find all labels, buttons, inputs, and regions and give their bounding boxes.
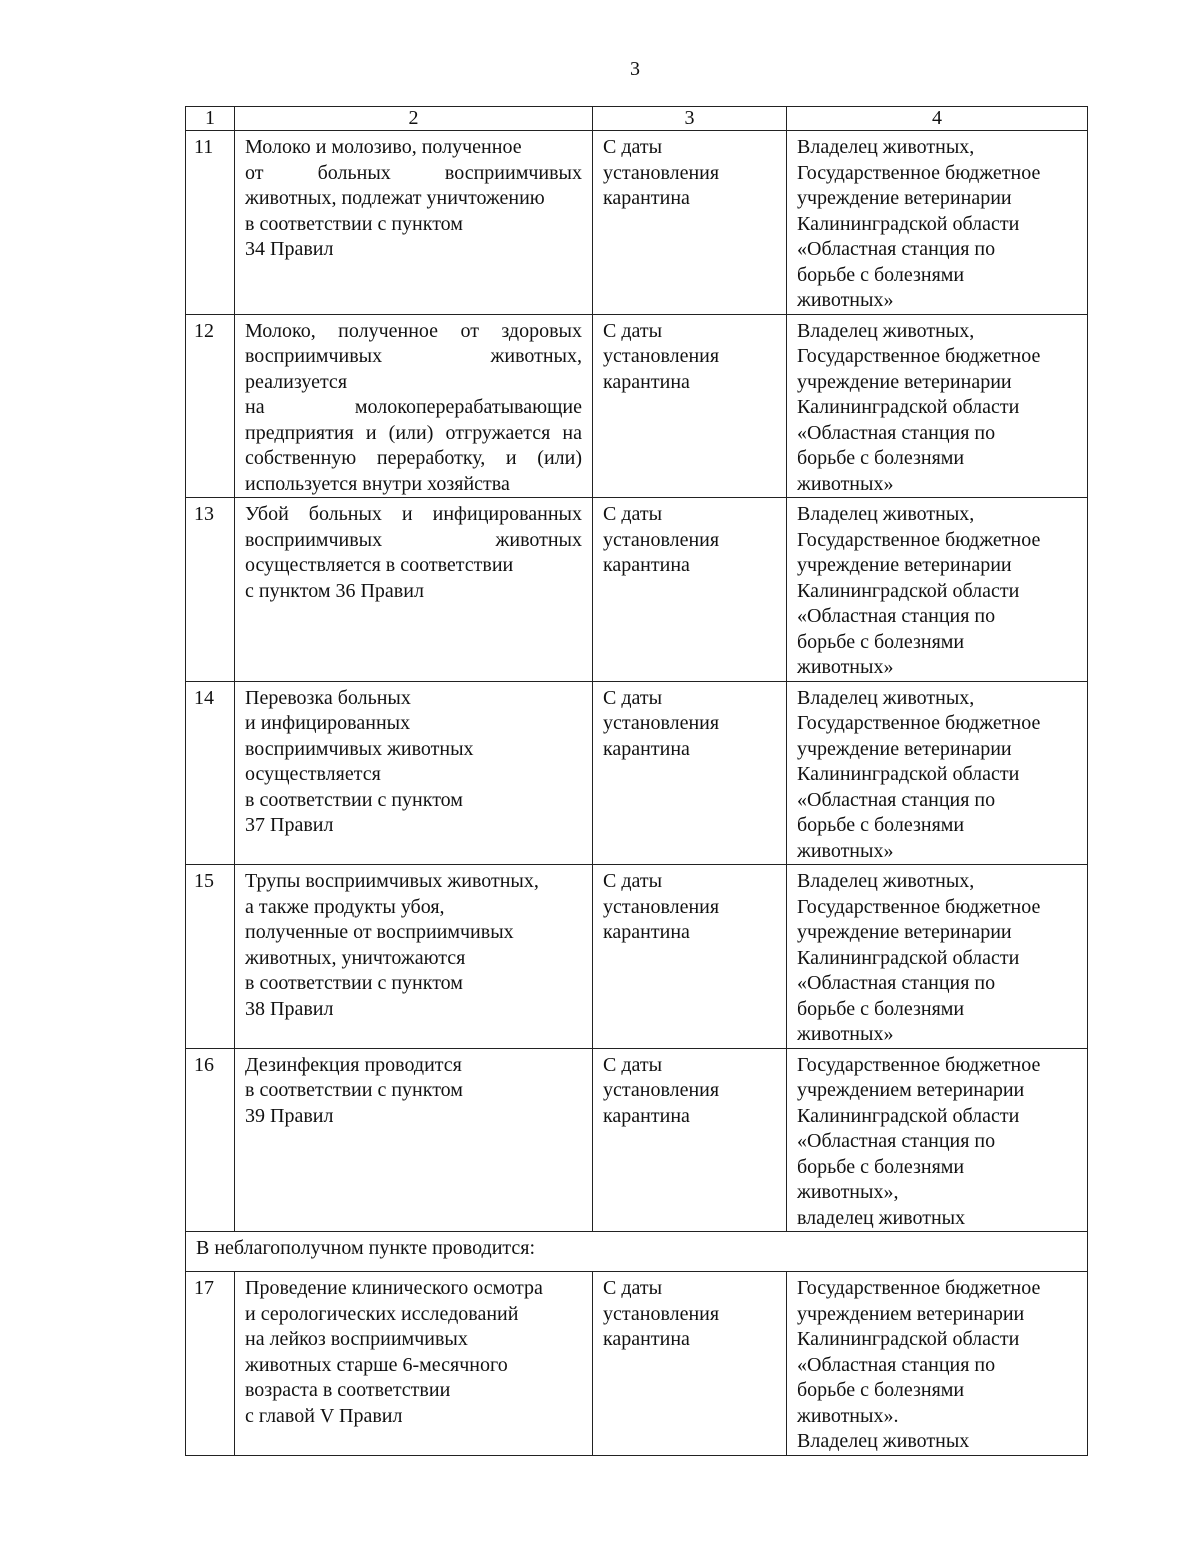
responsible-line: животных» — [797, 472, 894, 495]
deadline-line: карантина — [603, 187, 690, 209]
deadline-line: карантина — [603, 921, 690, 943]
table-row — [186, 314, 1088, 498]
responsible-cell — [787, 1048, 1088, 1232]
responsible-line: учреждением ветеринарии — [797, 1079, 1025, 1101]
deadline-cell — [593, 131, 787, 315]
deadline-line: карантина — [603, 1104, 690, 1127]
measure-line: восприимчивых животных, — [245, 345, 582, 367]
responsible-cell — [787, 1272, 1088, 1456]
responsible-line: учреждением ветеринарии — [797, 1302, 1025, 1325]
measure-cell — [235, 865, 593, 1049]
responsible-line: Калининградской области — [797, 1328, 1020, 1350]
row-number: 17 — [186, 1272, 235, 1456]
measure-line: Молоко и молозиво, полученное — [245, 136, 522, 158]
row-number: 12 — [186, 314, 235, 498]
responsible-cell — [787, 865, 1088, 1049]
responsible-line: Государственное бюджетное — [797, 161, 1041, 184]
deadline-cell — [593, 498, 787, 682]
deadline-cell — [593, 865, 787, 1049]
responsible-line: «Областная станция по — [797, 788, 996, 811]
responsible-line: учреждение ветеринарии — [797, 921, 1012, 943]
responsible-line: Государственное бюджетное — [797, 712, 1041, 734]
measure-cell — [235, 681, 593, 865]
measure-cell — [235, 1048, 593, 1232]
responsible-line: Государственное бюджетное — [797, 345, 1041, 367]
responsible-line: борьбе с болезнями — [797, 447, 965, 469]
measure-cell — [235, 498, 593, 682]
responsible-cell — [787, 131, 1088, 315]
responsible-line: «Областная станция по — [797, 605, 996, 627]
measure-line: Молоко, полученное от здоровых — [245, 319, 582, 342]
deadline-line: установления — [603, 1302, 720, 1325]
measure-line: реализуется — [245, 370, 348, 393]
responsible-line: Владелец животных — [797, 1430, 970, 1452]
responsible-line: Государственное бюджетное — [797, 1053, 1041, 1076]
measure-line: в соответствии с пунктом — [245, 1079, 463, 1101]
row-number: 14 — [186, 681, 235, 865]
section-row — [186, 1232, 1088, 1272]
responsible-line: Владелец животных, — [797, 503, 975, 525]
responsible-line: «Областная станция по — [797, 1130, 996, 1152]
measure-line: собственную переработку, и (или) — [245, 447, 582, 469]
responsible-line: борьбе с болезнями — [797, 814, 965, 836]
deadline-cell — [593, 681, 787, 865]
table-row — [186, 1272, 1088, 1456]
responsible-line: Государственное бюджетное — [797, 528, 1041, 551]
measure-line: в соответствии с пунктом — [245, 972, 463, 994]
responsible-line: Государственное бюджетное — [797, 895, 1041, 918]
responsible-line: Владелец животных, — [797, 136, 975, 158]
deadline-line: С даты — [603, 1277, 663, 1299]
responsible-line: Калининградской области — [797, 946, 1020, 969]
deadline-cell — [593, 1272, 787, 1456]
responsible-line: борьбе с болезнями — [797, 997, 965, 1020]
row-number: 15 — [186, 865, 235, 1049]
responsible-line: борьбе с болезнями — [797, 1379, 965, 1401]
responsible-line: Владелец животных, — [797, 319, 975, 342]
responsible-cell — [787, 681, 1088, 865]
deadline-line: С даты — [603, 870, 663, 892]
row-number: 16 — [186, 1048, 235, 1232]
responsible-line: учреждение ветеринарии — [797, 554, 1012, 576]
column-header: 1 — [186, 107, 235, 131]
deadline-line: установления — [603, 895, 720, 918]
measure-line: Перевозка больных — [245, 686, 411, 709]
responsible-line: Калининградской области — [797, 1104, 1020, 1127]
responsible-line: учреждение ветеринарии — [797, 737, 1012, 760]
table-row — [186, 681, 1088, 865]
responsible-line: Калининградской области — [797, 212, 1020, 235]
measure-line: 37 Правил — [245, 814, 334, 836]
measure-line: 38 Правил — [245, 997, 334, 1020]
responsible-line: Калининградской области — [797, 763, 1020, 785]
responsible-line: животных», — [797, 1181, 899, 1203]
row-number: 13 — [186, 498, 235, 682]
responsible-line: животных» — [797, 1023, 894, 1045]
deadline-line: карантина — [603, 554, 690, 576]
deadline-line: карантина — [603, 1328, 690, 1350]
responsible-line: «Областная станция по — [797, 972, 996, 994]
row-number: 11 — [186, 131, 235, 315]
measure-line: осуществляется в соответствии — [245, 554, 514, 576]
deadline-line: установления — [603, 161, 720, 184]
measure-line: в соответствии с пунктом — [245, 212, 463, 235]
deadline-line: установления — [603, 528, 720, 551]
measure-cell — [235, 131, 593, 315]
table-row — [186, 131, 1088, 315]
measure-line: возраста в соответствии — [245, 1379, 451, 1401]
responsible-line: животных» — [797, 289, 894, 311]
deadline-line: карантина — [603, 737, 690, 760]
column-header: 3 — [593, 107, 787, 131]
deadline-line: С даты — [603, 503, 663, 525]
deadline-line: С даты — [603, 319, 663, 342]
responsible-line: учреждение ветеринарии — [797, 370, 1012, 393]
deadline-line: установления — [603, 345, 720, 367]
section-title: В неблагополучном пункте проводится: — [186, 1232, 1088, 1272]
measure-cell — [235, 314, 593, 498]
deadline-line: С даты — [603, 1053, 663, 1076]
responsible-cell — [787, 498, 1088, 682]
deadline-line: установления — [603, 1079, 720, 1101]
responsible-line: животных» — [797, 656, 894, 678]
measure-line: Дезинфекция проводится — [245, 1053, 462, 1076]
measure-line: с пунктом 36 Правил — [245, 579, 424, 602]
responsible-line: Владелец животных, — [797, 870, 975, 892]
measures-table — [185, 106, 1088, 1456]
responsible-line: борьбе с болезнями — [797, 263, 965, 286]
measure-line: восприимчивых животных — [245, 737, 474, 760]
measure-line: 34 Правил — [245, 238, 334, 260]
responsible-line: Калининградской области — [797, 396, 1020, 418]
measure-cell — [235, 1272, 593, 1456]
responsible-line: борьбе с болезнями — [797, 1155, 965, 1178]
deadline-line: установления — [603, 712, 720, 734]
column-header: 2 — [235, 107, 593, 131]
measure-line: и серологических исследований — [245, 1302, 519, 1325]
responsible-line: борьбе с болезнями — [797, 630, 965, 653]
measure-line: животных старше 6-месячного — [245, 1353, 508, 1376]
measure-line: восприимчивых животных — [245, 528, 582, 551]
responsible-line: животных». — [797, 1404, 899, 1427]
responsible-line: Владелец животных, — [797, 686, 975, 709]
measure-line: на лейкоз восприимчивых — [245, 1328, 468, 1350]
measure-line: осуществляется — [245, 763, 381, 785]
measure-line: а также продукты убоя, — [245, 895, 445, 918]
table-row — [186, 1048, 1088, 1232]
deadline-line: С даты — [603, 136, 663, 158]
measure-line: используется внутри хозяйства — [245, 472, 510, 495]
responsible-line: животных» — [797, 839, 894, 862]
measure-line: Убой больных и инфицированных — [245, 503, 582, 525]
deadline-line: С даты — [603, 686, 663, 709]
responsible-line: Государственное бюджетное — [797, 1277, 1041, 1299]
responsible-line: «Областная станция по — [797, 1353, 996, 1376]
measure-line: предприятия и (или) отгружается на — [245, 421, 582, 444]
deadline-cell — [593, 314, 787, 498]
measure-line: и инфицированных — [245, 712, 411, 734]
responsible-cell — [787, 314, 1088, 498]
measure-line: полученные от восприимчивых — [245, 921, 514, 943]
responsible-line: «Областная станция по — [797, 421, 996, 444]
table-row — [186, 498, 1088, 682]
measure-line: в соответствии с пунктом — [245, 788, 463, 811]
measure-line: 39 Правил — [245, 1104, 334, 1127]
table-row — [186, 865, 1088, 1049]
responsible-line: Калининградской области — [797, 579, 1020, 602]
table-header-row — [186, 107, 1088, 131]
responsible-line: «Областная станция по — [797, 238, 996, 260]
page-number: 3 — [630, 58, 640, 80]
measure-line: животных, уничтожаются — [245, 946, 466, 969]
measure-line: Проведение клинического осмотра — [245, 1277, 543, 1299]
deadline-line: карантина — [603, 370, 690, 393]
responsible-line: учреждение ветеринарии — [797, 187, 1012, 209]
measure-line: от больных восприимчивых — [245, 161, 582, 184]
deadline-cell — [593, 1048, 787, 1232]
measure-line: на молокоперерабатывающие — [245, 396, 582, 418]
measure-line: животных, подлежат уничтожению — [245, 187, 545, 209]
column-header: 4 — [787, 107, 1088, 131]
measure-line: с главой V Правил — [245, 1404, 403, 1427]
measure-line: Трупы восприимчивых животных, — [245, 870, 539, 892]
responsible-line: владелец животных — [797, 1206, 966, 1229]
